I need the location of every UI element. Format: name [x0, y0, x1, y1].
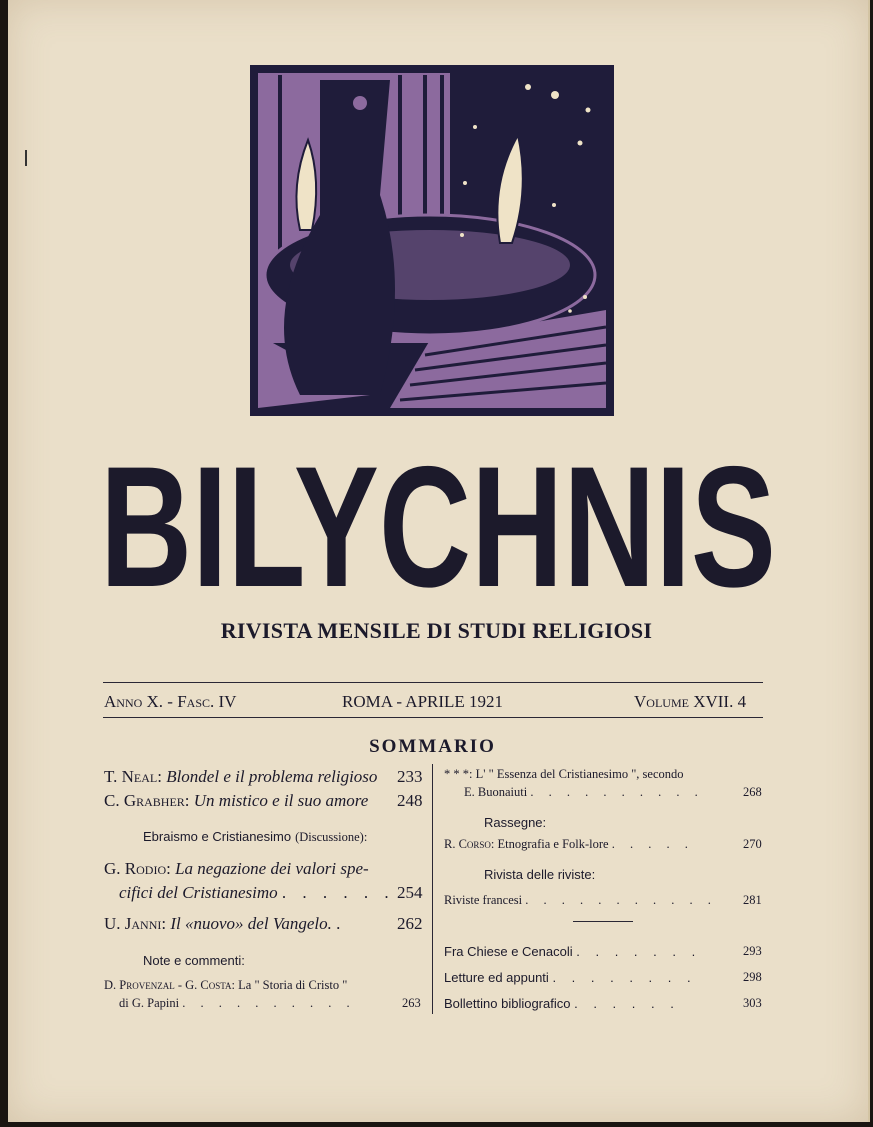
binding-mark	[25, 150, 27, 166]
list-item-continuation: E. Buonaiuti . . . . . . . . . .	[464, 785, 704, 799]
contents-heading: SOMMARIO	[369, 736, 496, 757]
section-heading	[143, 828, 367, 846]
masthead-title-text: BILYCHNIS	[100, 438, 776, 603]
column-divider	[432, 764, 433, 1014]
page-number: 254	[397, 883, 423, 902]
section-title: Ebraismo e Cristianesimo	[143, 829, 292, 844]
article-title: L' " Essenza del Cristianesimo ", secondo	[475, 767, 684, 781]
page-number: 263	[402, 996, 421, 1010]
article-title: cifici del Cristianesimo	[119, 883, 278, 902]
masthead-title	[88, 438, 788, 603]
article-title: La negazione dei valori spe-	[175, 859, 369, 878]
list-item	[444, 767, 684, 782]
article-title: Letture ed appunti	[444, 970, 549, 985]
list-item-continuation: di G. Papini . . . . . . . . . .	[119, 996, 356, 1010]
page-number: 262	[397, 914, 423, 933]
article-title: La " Storia di Cristo "	[238, 978, 348, 992]
article-title: E. Buonaiuti	[464, 785, 528, 799]
list-item: R. Corso: Etnografia e Folk-lore . . . . .	[444, 837, 694, 851]
page-number: 233	[397, 767, 423, 786]
list-item	[104, 978, 347, 993]
section-title: Note e commenti:	[143, 953, 245, 968]
author-name: T. Neal:	[104, 767, 162, 786]
page-number: 248	[397, 791, 423, 810]
magazine-cover	[8, 0, 870, 1122]
article-title: Il «nuovo» del Vangelo.	[170, 914, 332, 933]
list-item	[104, 767, 377, 787]
article-title: Blondel e il problema religioso	[166, 767, 378, 786]
list-item: Letture ed appunti . . . . . . . .	[444, 970, 697, 985]
oil-lamp-woodcut-illustration	[250, 65, 614, 416]
author-name: U. Janni:	[104, 914, 167, 933]
section-note: (Discussione):	[295, 830, 368, 844]
article-title: Riviste francesi	[444, 893, 523, 907]
volume-number: Volume XVII. 4	[634, 692, 747, 711]
list-item	[104, 791, 368, 811]
list-item: U. Janni: Il «nuovo» del Vangelo. .	[104, 914, 341, 933]
top-rule	[103, 682, 763, 683]
list-item: Fra Chiese e Cenacoli . . . . . . .	[444, 944, 702, 959]
author-name: G. Rodio:	[104, 859, 171, 878]
page-number: 298	[743, 970, 762, 984]
bottom-rule	[103, 717, 763, 718]
author-name: R. Corso:	[444, 837, 495, 851]
section-divider	[573, 921, 633, 922]
author-name: * * *:	[444, 767, 473, 781]
list-item: Bollettino bibliografico . . . . . .	[444, 996, 680, 1011]
article-title: Etnografia e Folk-lore	[497, 837, 609, 851]
author-name: D. Provenzal - G. Costa:	[104, 978, 236, 992]
article-title: Un mistico e il suo amore	[193, 791, 369, 810]
page-number: 268	[743, 785, 762, 799]
list-item	[104, 859, 369, 879]
page-number: 270	[743, 837, 762, 851]
author-name: C. Grabher:	[104, 791, 190, 810]
page-number: 303	[743, 996, 762, 1010]
section-title: Rassegne:	[484, 815, 547, 830]
page-number: 293	[743, 944, 762, 958]
section-title: Rivista delle riviste:	[484, 867, 596, 882]
article-title: Bollettino bibliografico	[444, 996, 571, 1011]
issue-place-date: ROMA - APRILE 1921	[342, 692, 504, 711]
article-title: di G. Papini	[119, 996, 180, 1010]
article-title: Fra Chiese e Cenacoli	[444, 944, 573, 959]
subtitle: RIVISTA MENSILE DI STUDI RELIGIOSI	[220, 618, 653, 643]
issue-number: Anno X. - Fasc. IV	[104, 692, 237, 711]
list-item: Riviste francesi . . . . . . . . . . .	[444, 893, 717, 907]
page-number: 281	[743, 893, 762, 907]
list-item-continuation: cifici del Cristianesimo . . . . . .	[119, 883, 395, 902]
